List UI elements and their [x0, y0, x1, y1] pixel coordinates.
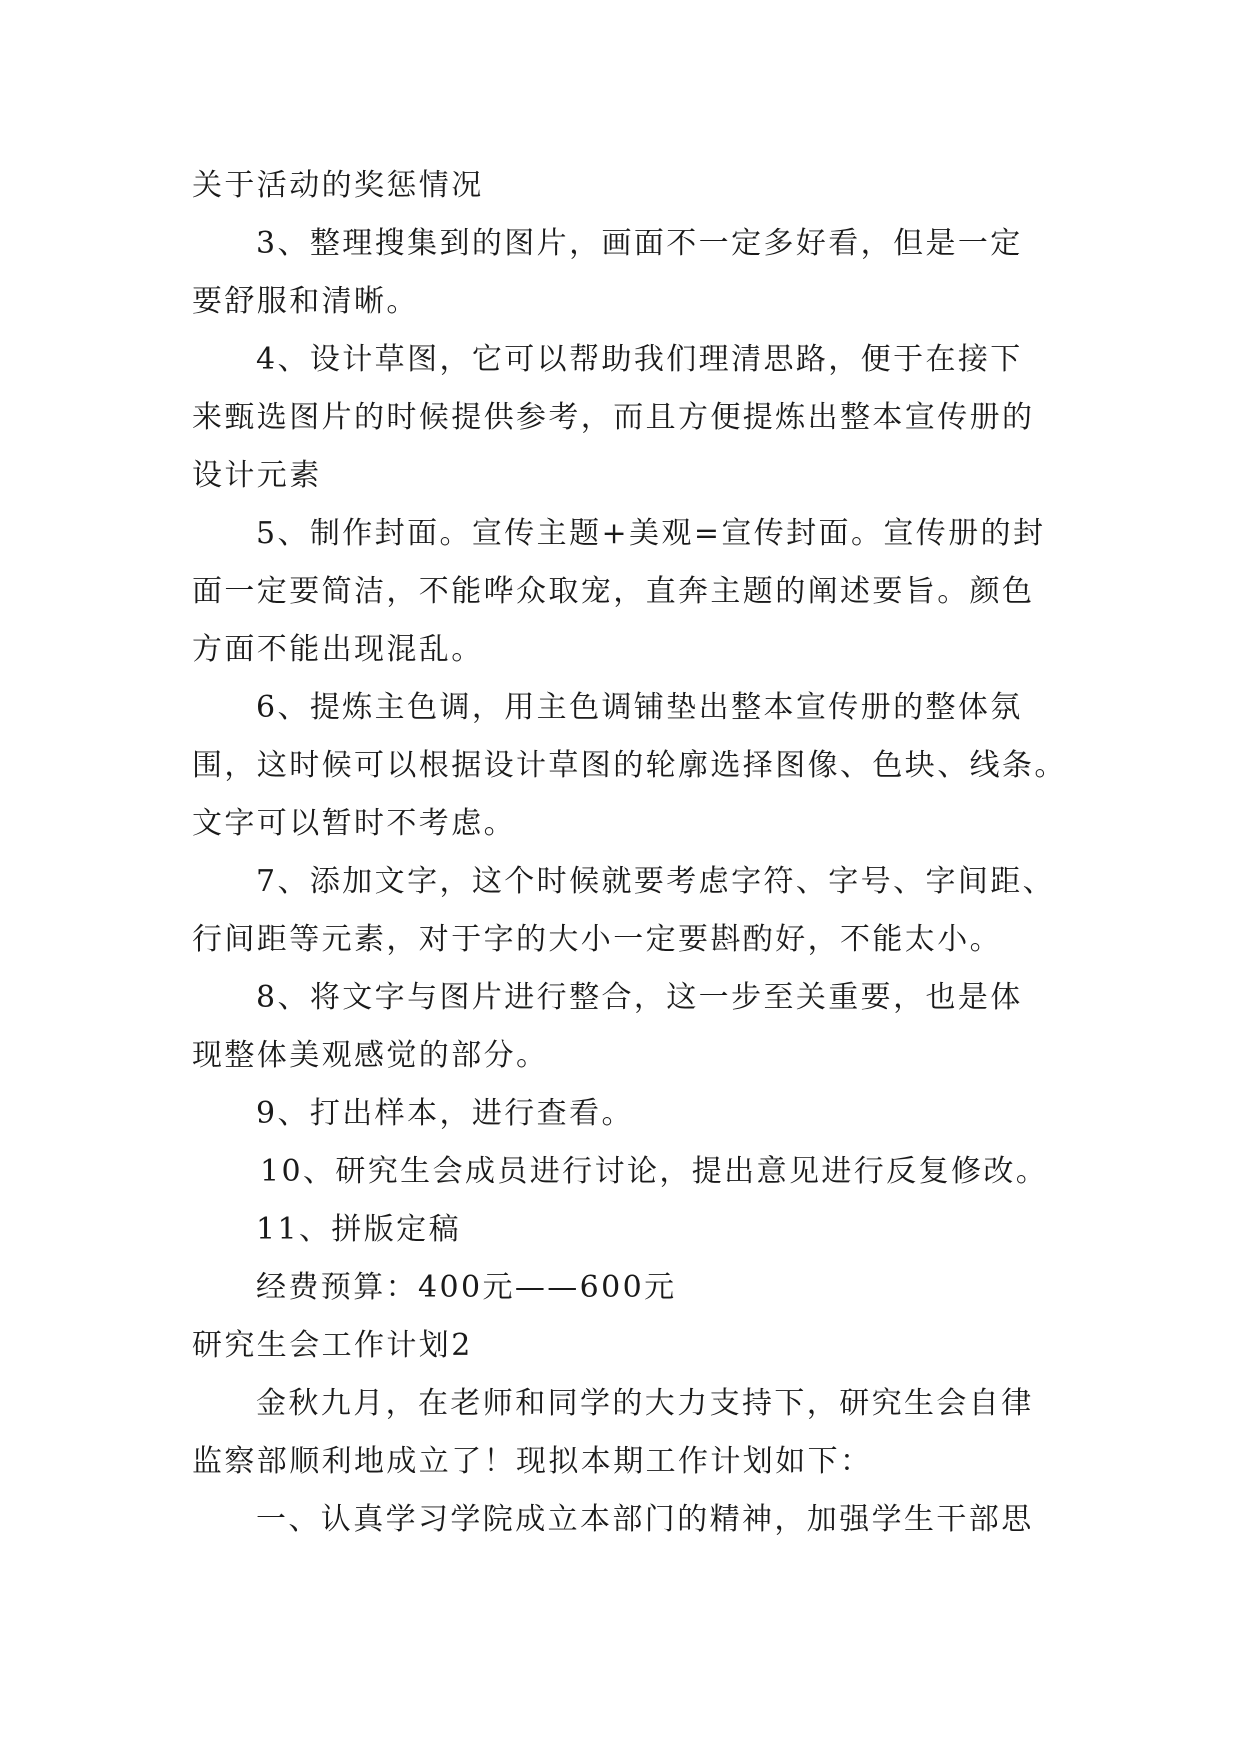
- text-line: 一、认真学习学院成立本部门的精神，加强学生干部思: [256, 1502, 1034, 1537]
- text-line: 设计元素: [192, 458, 322, 493]
- text-line: 9、打出样本，进行查看。: [256, 1096, 634, 1131]
- section-heading: 研究生会工作计划2: [192, 1328, 473, 1363]
- text-line: 关于活动的奖惩情况: [192, 168, 484, 203]
- text-line: 3、整理搜集到的图片，画面不一定多好看，但是一定: [256, 226, 1023, 261]
- text-line: 行间距等元素，对于字的大小一定要斟酌好，不能太小。: [192, 922, 1002, 957]
- text-line: 6、提炼主色调，用主色调铺垫出整本宣传册的整体氛: [256, 690, 1023, 725]
- text-line: 8、将文字与图片进行整合，这一步至关重要，也是体: [256, 980, 1023, 1015]
- text-line: 金秋九月，在老师和同学的大力支持下，研究生会自律: [256, 1386, 1034, 1421]
- text-line: 4、设计草图，它可以帮助我们理清思路，便于在接下: [256, 342, 1023, 377]
- text-line: 方面不能出现混乱。: [192, 632, 484, 667]
- text-line: 11、拼版定稿: [256, 1212, 461, 1247]
- text-line: 现整体美观感觉的部分。: [192, 1038, 549, 1073]
- text-line: 10、研究生会成员进行讨论，提出意见进行反复修改。: [260, 1154, 1049, 1189]
- text-line: 监察部顺利地成立了！现拟本期工作计划如下：: [192, 1444, 873, 1479]
- text-line: 5、制作封面。宣传主题+美观=宣传封面。宣传册的封: [256, 516, 1046, 551]
- text-line: 7、添加文字，这个时候就要考虑字符、字号、字间距、: [256, 864, 1056, 899]
- text-line: 来甄选图片的时候提供参考，而且方便提炼出整本宣传册的: [192, 400, 1035, 435]
- text-line: 文字可以暂时不考虑。: [192, 806, 516, 841]
- text-line: 经费预算：400元——600元: [256, 1270, 677, 1305]
- text-line: 围，这时候可以根据设计草图的轮廓选择图像、色块、线条。: [192, 748, 1067, 783]
- text-line: 要舒服和清晰。: [192, 284, 419, 319]
- text-line: 面一定要简洁，不能哗众取宠，直奔主题的阐述要旨。颜色: [192, 574, 1035, 609]
